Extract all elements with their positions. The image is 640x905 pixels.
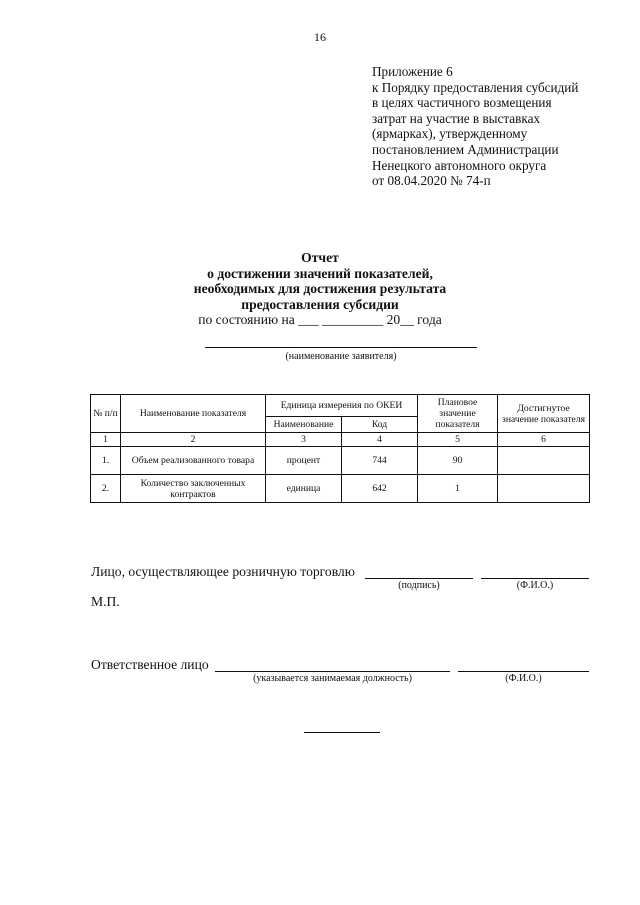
fio-caption: (Ф.И.О.): [516, 580, 554, 591]
appendix-line: от 08.04.2020 № 74-п: [372, 173, 491, 189]
column-number: 5: [418, 433, 498, 447]
column-number: 1: [91, 433, 121, 447]
title-line-1: о достижении значений показателей,: [207, 265, 433, 281]
row-unit-name: процент: [266, 447, 342, 475]
header-planned: Плановое значение показателя: [418, 395, 498, 433]
fio-caption: (Ф.И.О.): [505, 673, 542, 684]
appendix-line: затрат на участие в выставках: [372, 110, 541, 126]
title-line-2: необходимых для достижения результата: [193, 281, 447, 297]
row-planned: 90: [418, 447, 498, 475]
header-num: № п/п: [91, 395, 121, 433]
column-number: 2: [121, 433, 266, 447]
stamp-label: М.П.: [91, 594, 120, 609]
report-title: [0, 250, 640, 328]
applicant-caption: (наименование заявителя): [285, 351, 397, 362]
row-unit-code: 744: [342, 447, 418, 475]
retail-person-label: Лицо, осуществляющее розничную торговлю: [91, 564, 355, 579]
signature-line: [365, 578, 473, 579]
appendix-block: [372, 64, 578, 189]
row-indicator: Объем реализованного товара: [121, 447, 266, 475]
title-line-3: предоставления субсидии: [241, 296, 399, 312]
position-line: [215, 671, 450, 672]
row-unit-name: единица: [266, 475, 342, 503]
row-achieved: [498, 475, 590, 503]
header-achieved: Достигнутое значение показателя: [498, 395, 590, 433]
column-number: 4: [342, 433, 418, 447]
row-num: 1.: [91, 447, 121, 475]
column-number: 3: [266, 433, 342, 447]
appendix-line: постановлением Администрации: [372, 141, 559, 157]
appendix-line: (ярмарках), утвержденному: [372, 126, 528, 142]
header-unit-name: Наименование: [266, 417, 342, 433]
closing-rule: [304, 732, 380, 733]
row-num: 2.: [91, 475, 121, 503]
table-row: [91, 447, 590, 475]
appendix-line: в целях частичного возмещения: [372, 95, 552, 111]
indicators-table: [90, 394, 590, 503]
page-number: 16: [314, 30, 326, 44]
fio-line: [481, 578, 589, 579]
applicant-name-line: [205, 347, 477, 348]
appendix-line: Ненецкого автономного округа: [372, 157, 547, 173]
signature-caption: (подпись): [398, 580, 440, 591]
row-achieved: [498, 447, 590, 475]
table-row: [91, 475, 590, 503]
fio-line: [458, 671, 589, 672]
header-unit-group: Единица измерения по ОКЕИ: [266, 395, 418, 417]
header-unit-code: Код: [342, 417, 418, 433]
responsible-person-label: Ответственное лицо: [91, 657, 209, 672]
column-number: 6: [498, 433, 590, 447]
appendix-line: Приложение 6: [372, 64, 453, 79]
position-caption: (указывается занимаемая должность): [253, 673, 412, 684]
header-indicator: Наименование показателя: [121, 395, 266, 433]
row-unit-code: 642: [342, 475, 418, 503]
title-date-line: по состоянию на ___ _________ 20__ года: [198, 312, 442, 328]
appendix-line: к Порядку предоставления субсидий: [372, 79, 579, 95]
row-planned: 1: [418, 475, 498, 503]
row-indicator: Количество заключенных контрактов: [121, 475, 266, 503]
title-heading: Отчет: [301, 250, 339, 265]
